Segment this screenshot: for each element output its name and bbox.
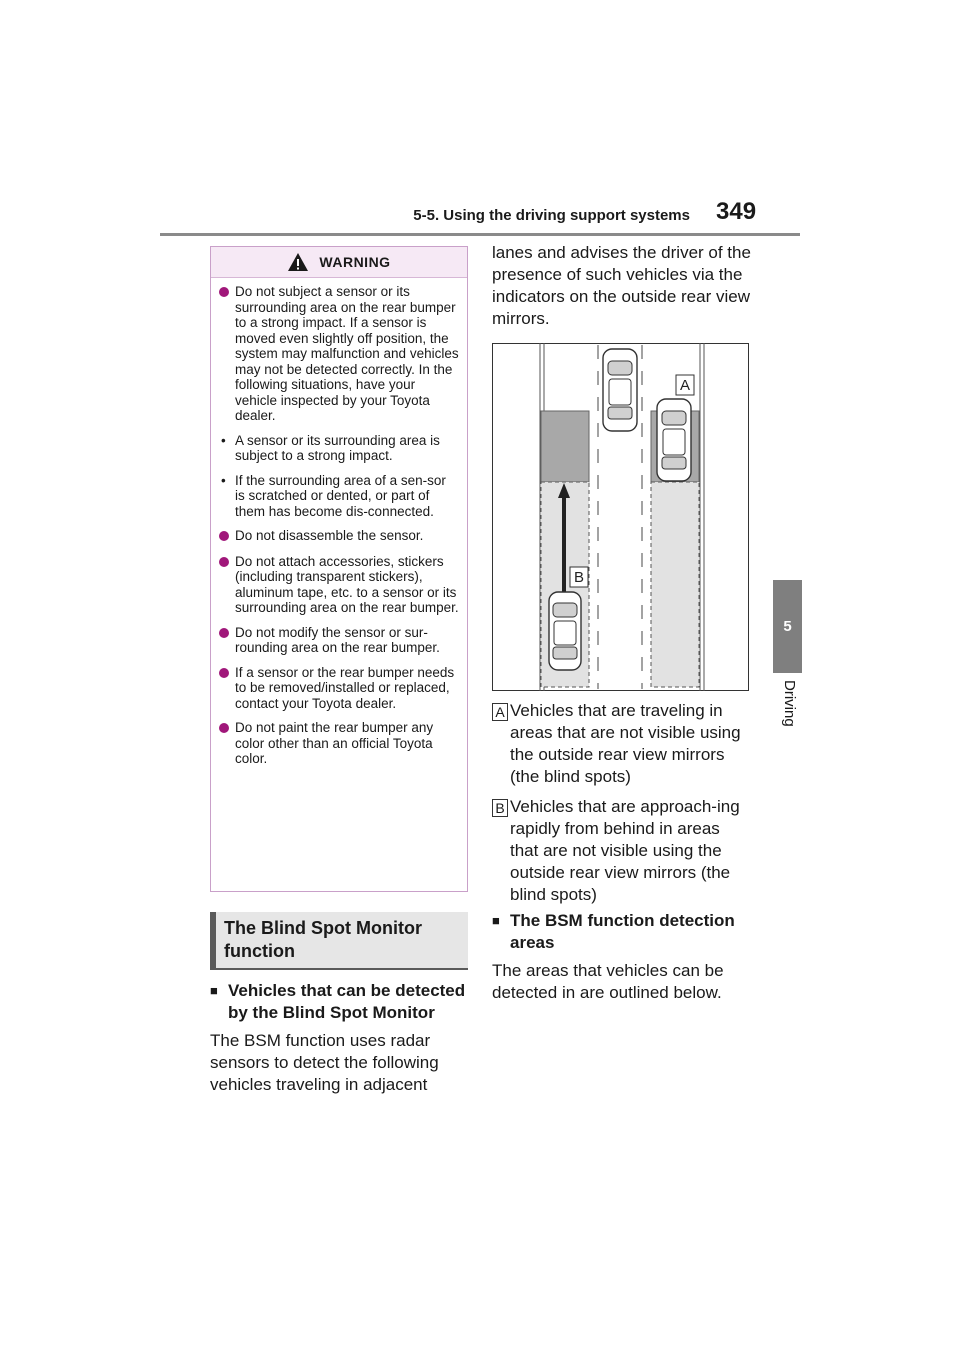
chapter-label: Driving xyxy=(781,680,798,727)
square-bullet-icon: ■ xyxy=(210,983,218,998)
warning-item xyxy=(219,554,459,616)
page-number: 349 xyxy=(716,198,757,225)
bullet-icon xyxy=(219,628,229,638)
header-divider xyxy=(160,233,800,236)
warning-item-text: If a sensor or the rear bumper needs to be removed/installed or replaced, contact your Toyota dealer. xyxy=(235,664,455,711)
square-bullet-icon: ■ xyxy=(492,913,500,928)
chapter-tab[interactable]: 5 xyxy=(773,580,802,673)
subheading-detection-areas xyxy=(492,910,754,954)
warning-item xyxy=(219,528,459,545)
car-center xyxy=(603,349,637,431)
definition-b-text: Vehicles that are approach-ing rapidly from behind in areas that are not visible using the outside rear view mirrors (the blind spots) xyxy=(510,797,740,904)
bullet-icon xyxy=(219,287,229,297)
warning-box xyxy=(210,246,468,892)
warning-title: WARNING xyxy=(319,254,391,270)
warning-item xyxy=(219,284,459,424)
warning-header xyxy=(211,247,467,278)
subheading-detected-vehicles xyxy=(210,980,472,1024)
warning-list xyxy=(211,278,467,767)
definition-b xyxy=(492,796,752,906)
car-left-rear xyxy=(549,592,581,670)
warning-item-text: Do not modify the sensor or sur-rounding area on the rear bumper. xyxy=(235,624,440,655)
warning-item-text: A sensor or its surrounding area is subject to a strong impact. xyxy=(235,432,440,463)
blind-spot-diagram xyxy=(492,343,749,691)
warning-subitem xyxy=(219,433,459,464)
subheading-text: Vehicles that can be detected by the Blind Spot Monitor xyxy=(228,981,466,1022)
car-right xyxy=(657,399,691,481)
subheading-text: The BSM function detection areas xyxy=(510,911,735,952)
warning-item xyxy=(219,665,459,712)
warning-item-text: Do not disassemble the sensor. xyxy=(235,528,424,543)
warning-item-text: Do not attach accessories, stickers (including transparent stickers), aluminum tape, etc. to a sensor or its surrounding area on the rear bumper. xyxy=(235,553,459,615)
warning-item-text: Do not subject a sensor or its surrounding area on the rear bumper to a strong impact. If a sensor is moved even slightly off position, the system may malfunction and vehicles may not be detected correctly. In the following situations, have your vehicle inspected by your Toyota dealer. xyxy=(235,284,459,423)
warning-subitem xyxy=(219,473,459,520)
definition-a-text: Vehicles that are traveling in areas that are not visible using the outside rear view mirrors (the blind spots) xyxy=(510,701,741,786)
definition-a xyxy=(492,700,752,788)
section-title: 5-5. Using the driving support systems xyxy=(413,207,690,224)
diagram-label-a: A xyxy=(679,377,691,394)
paragraph: The areas that vehicles can be detected in are outlined below. xyxy=(492,961,724,1002)
bullet-icon xyxy=(219,723,229,733)
label-box-b: B xyxy=(492,799,508,817)
warning-item-text: Do not paint the rear bumper any color other than an official Toyota color. xyxy=(235,720,434,766)
diagram-label-b: B xyxy=(573,569,585,586)
warning-triangle-icon xyxy=(287,252,309,272)
paragraph-continued: lanes and advises the driver of the presence of such vehicles via the indicators on the outside rear view mirrors. xyxy=(492,243,751,328)
label-box-a: A xyxy=(492,703,508,721)
dash-bullet-icon: • xyxy=(221,472,226,488)
dash-bullet-icon: • xyxy=(221,432,226,448)
right-column-text xyxy=(492,910,754,1004)
paragraph: The BSM function uses radar sensors to detect the following vehicles traveling in adjacent xyxy=(210,1031,439,1094)
bullet-icon xyxy=(219,668,229,678)
warning-item xyxy=(219,720,459,767)
warning-item-text: If the surrounding area of a sen-sor is scratched or dented, or part of them has become dis-connected. xyxy=(235,472,446,519)
bullet-icon xyxy=(219,557,229,567)
section-heading: The Blind Spot Monitor function xyxy=(210,912,468,970)
warning-item xyxy=(219,625,459,656)
bullet-icon xyxy=(219,531,229,541)
left-column-text xyxy=(210,980,472,1096)
